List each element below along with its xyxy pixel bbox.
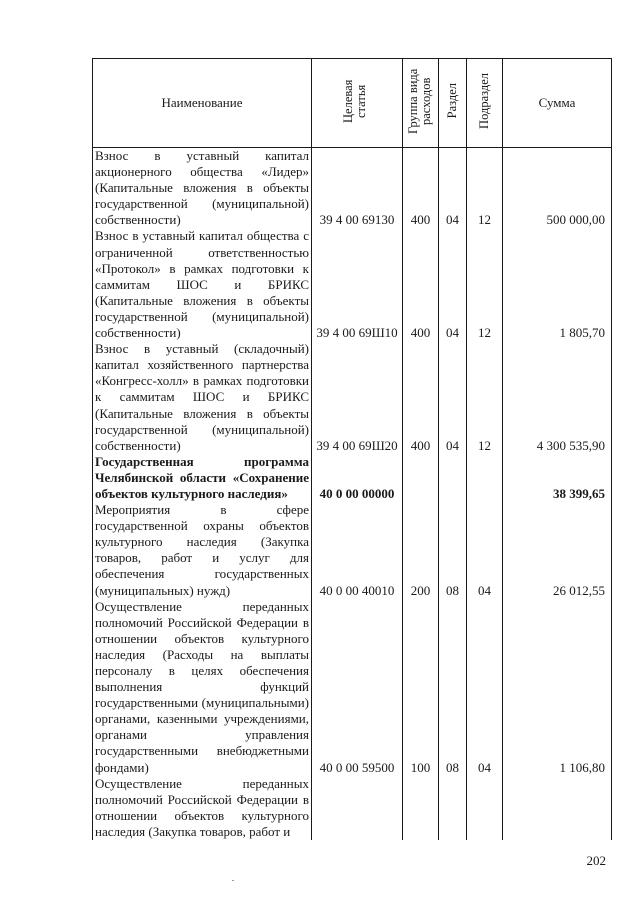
row-section-cell: 04	[439, 148, 467, 229]
row-name-cell: Осуществление переданных полномочий Российской Федерации в отношении объектов культурного наследия (Закупка товаров, работ и	[93, 776, 312, 840]
row-section-cell: 08	[439, 599, 467, 776]
row-group-cell: 200	[403, 502, 439, 599]
row-group-cell	[403, 454, 439, 502]
table-row	[93, 454, 612, 502]
row-sum-cell: 38 399,65	[503, 454, 612, 502]
row-group-cell: 100	[403, 599, 439, 776]
header-name: Наименование	[93, 59, 312, 148]
row-article-cell: 39 4 00 69130	[312, 148, 403, 229]
row-article-cell	[312, 776, 403, 840]
scan-speck	[232, 880, 234, 881]
table-row	[93, 776, 612, 840]
row-sum-cell	[503, 776, 612, 840]
header-section: Раздел	[439, 59, 467, 148]
header-article: Целевая статья	[312, 59, 403, 148]
row-subsection-cell: 12	[467, 341, 503, 454]
header-sum: Сумма	[503, 59, 612, 148]
row-subsection-cell: 04	[467, 599, 503, 776]
row-section-cell	[439, 454, 467, 502]
row-group-cell: 400	[403, 148, 439, 229]
row-article-cell: 39 4 00 69Ш10	[312, 228, 403, 341]
row-group-cell: 400	[403, 228, 439, 341]
row-group-cell	[403, 776, 439, 840]
table-row	[93, 502, 612, 599]
row-section-cell: 04	[439, 228, 467, 341]
row-sum-cell: 1 805,70	[503, 228, 612, 341]
row-subsection-cell: 04	[467, 502, 503, 599]
row-subsection-cell	[467, 454, 503, 502]
page-number: 202	[586, 853, 606, 868]
row-sum-cell: 500 000,00	[503, 148, 612, 229]
table-row	[93, 599, 612, 776]
row-subsection-cell	[467, 776, 503, 840]
header-subsection: Подраздел	[467, 59, 503, 148]
row-section-cell: 04	[439, 341, 467, 454]
row-section-cell: 08	[439, 502, 467, 599]
row-group-cell: 400	[403, 341, 439, 454]
table-header-row	[93, 59, 612, 148]
row-sum-cell: 4 300 535,90	[503, 341, 612, 454]
row-sum-cell: 26 012,55	[503, 502, 612, 599]
row-name-cell: Государственная программа Челябинской области «Сохранение объектов культурного наследия»	[93, 454, 312, 502]
row-article-cell: 40 0 00 59500	[312, 599, 403, 776]
row-sum-cell: 1 106,80	[503, 599, 612, 776]
table-row	[93, 228, 612, 341]
row-name-cell: Взнос в уставный капитал акционерного общества «Лидер» (Капитальные вложения в объекты государственной (муниципальной) собственности)	[93, 148, 312, 229]
row-name-cell: Взнос в уставный капитал общества с ограниченной ответственностью «Протокол» в рамках подготовки к саммитам ШОС и БРИКС (Капитальные вложения в объекты государственной (муниципальной) собственности)	[93, 228, 312, 341]
row-article-cell: 40 0 00 40010	[312, 502, 403, 599]
row-article-cell: 39 4 00 69Ш20	[312, 341, 403, 454]
row-name-cell: Взнос в уставный (складочный) капитал хозяйственного партнерства «Конгресс-холл» в рамках подготовки к саммитам ШОС и БРИКС (Капитальные вложения в объекты государственной (муниципальной) собственности)	[93, 341, 312, 454]
row-section-cell	[439, 776, 467, 840]
table-row	[93, 341, 612, 454]
row-article-cell: 40 0 00 00000	[312, 454, 403, 502]
row-subsection-cell: 12	[467, 228, 503, 341]
table-row	[93, 148, 612, 229]
budget-table	[92, 58, 612, 840]
row-subsection-cell: 12	[467, 148, 503, 229]
header-expense-group: Группа вида расходов	[403, 59, 439, 148]
row-name-cell: Мероприятия в сфере государственной охраны объектов культурного наследия (Закупка товаров, работ и услуг для обеспечения государственных (муниципальных) нужд)	[93, 502, 312, 599]
row-name-cell: Осуществление переданных полномочий Российской Федерации в отношении объектов культурного наследия (Расходы на выплаты персоналу в целях обеспечения выполнения функций государственными (муниципальными) органами, казенными учреждениями, органами управления государственными внебюджетными фондами)	[93, 599, 312, 776]
